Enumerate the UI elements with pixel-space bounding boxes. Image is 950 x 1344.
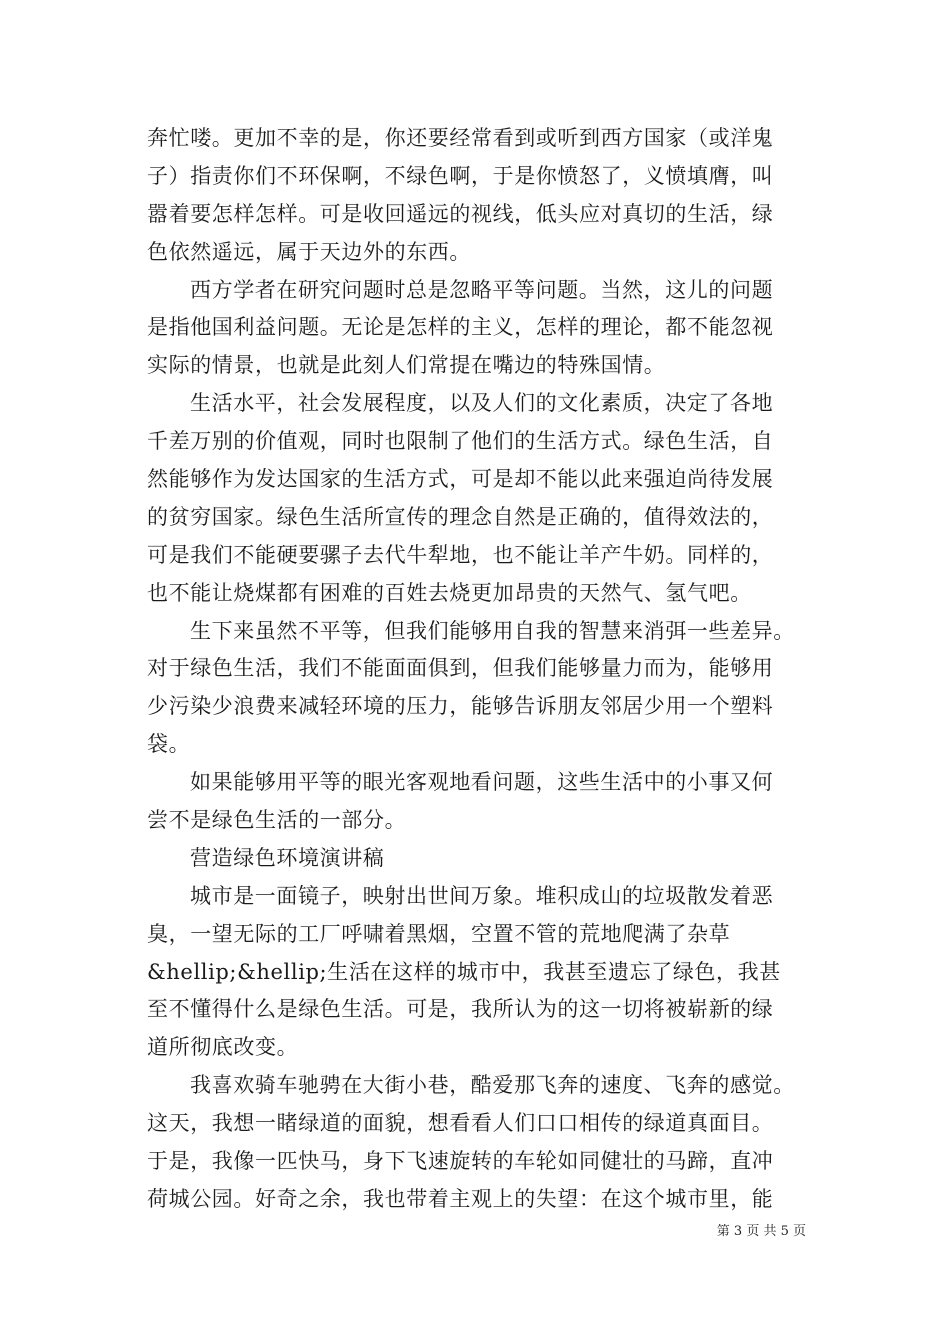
text-line: 子）指责你们不环保啊，不绿色啊，于是你愤怒了，义愤填膺，叫 (147, 163, 774, 188)
page-number: 第 3 页 共 5 页 (716, 1224, 806, 1239)
text-line: 西方学者在研究问题时总是忽略平等问题。当然，这儿的问题 (190, 277, 774, 302)
text-line: 色依然遥远，属于天边外的东西。 (147, 239, 471, 264)
text-line: 道所彻底改变。 (147, 1035, 299, 1060)
text-line: 千差万别的价值观，同时也限制了他们的生活方式。绿色生活，自 (147, 429, 774, 454)
text-line: &hellip;&hellip;生活在这样的城市中，我甚至遗忘了绿色，我甚 (147, 959, 781, 984)
text-line: 是指他国利益问题。无论是怎样的主义，怎样的理论，都不能忽视 (147, 315, 774, 340)
text-line: 于是，我像一匹快马，身下飞速旋转的车轮如同健壮的马蹄，直冲 (147, 1149, 774, 1174)
document-body (147, 120, 827, 1219)
text-line: 城市是一面镜子，映射出世间万象。堆积成山的垃圾散发着恶 (190, 883, 774, 908)
text-line: 嚣着要怎样怎样。可是收回遥远的视线，低头应对真切的生活，绿 (147, 201, 774, 226)
text-line: 对于绿色生活，我们不能面面俱到，但我们能够量力而为，能够用 (147, 656, 774, 681)
text-line: 的贫穷国家。绿色生活所宣传的理念自然是正确的，值得效法的， (147, 504, 774, 529)
text-line: 荷城公园。好奇之余，我也带着主观上的失望：在这个城市里，能 (147, 1186, 774, 1211)
text-line: 至不懂得什么是绿色生活。可是，我所认为的这一切将被崭新的绿 (147, 997, 774, 1022)
text-line: 然能够作为发达国家的生活方式，可是却不能以此来强迫尚待发展 (147, 467, 774, 492)
text-line: 生下来虽然不平等，但我们能够用自我的智慧来消弭一些差异。 (190, 618, 795, 643)
text-line: 生活水平，社会发展程度，以及人们的文化素质，决定了各地 (190, 391, 774, 416)
text-line: 袋。 (147, 732, 191, 757)
text-line: 这天，我想一睹绿道的面貌，想看看人们口口相传的绿道真面目。 (147, 1111, 774, 1136)
text-line: 我喜欢骑车驰骋在大街小巷，酷爱那飞奔的速度、飞奔的感觉。 (190, 1073, 795, 1098)
text-line: 尝不是绿色生活的一部分。 (147, 808, 407, 833)
text-line: 营造绿色环境演讲稿 (190, 845, 385, 870)
text-line: 少污染少浪费来减轻环境的压力，能够告诉朋友邻居少用一个塑料 (147, 694, 774, 719)
text-line: 如果能够用平等的眼光客观地看问题，这些生活中的小事又何 (190, 770, 774, 795)
text-line: 臭，一望无际的工厂呼啸着黑烟，空置不管的荒地爬满了杂草 (147, 921, 731, 946)
text-line: 奔忙喽。更加不幸的是，你还要经常看到或听到西方国家（或洋鬼 (147, 126, 774, 150)
text-line: 也不能让烧煤都有困难的百姓去烧更加昂贵的天然气、氢气吧。 (147, 580, 752, 605)
text-line: 实际的情景，也就是此刻人们常提在嘴边的特殊国情。 (147, 353, 666, 378)
text-line: 可是我们不能硬要骡子去代牛犁地，也不能让羊产牛奶。同样的， (147, 542, 774, 567)
